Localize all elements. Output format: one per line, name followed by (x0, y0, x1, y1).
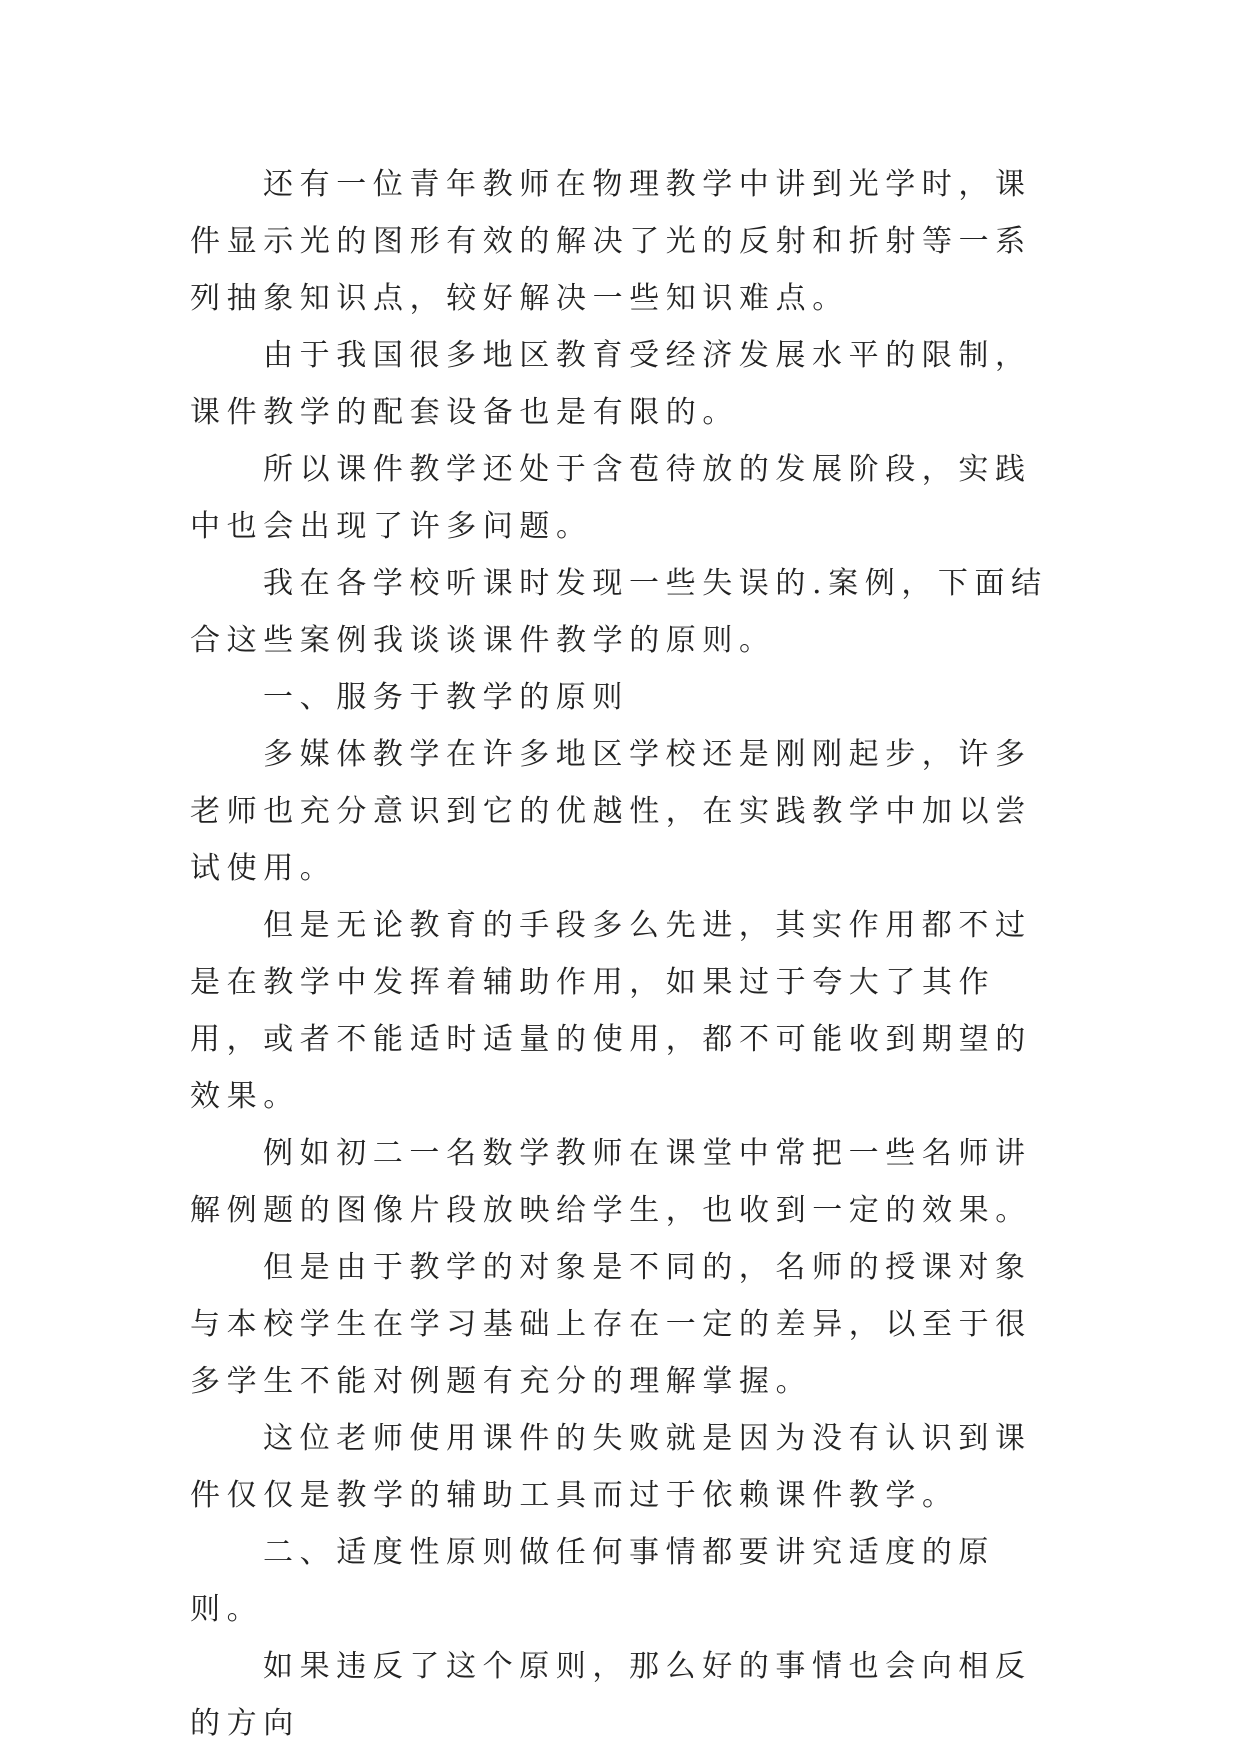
paragraph: 例如初二一名数学教师在课堂中常把一些名师讲解例题的图像片段放映给学生，也收到一定的效果。 (190, 1136, 1032, 1228)
section-heading: 二、适度性原则做任何事情都要讲究适度的原则。 (190, 1535, 995, 1627)
document-body (190, 156, 1054, 1752)
paragraph: 还有一位青年教师在物理教学中讲到光学时，课件显示光的图形有效的解决了光的反射和折射等一系列抽象知识点，较好解决一些知识难点。 (190, 167, 1032, 316)
paragraph: 我在各学校听课时发现一些失误的.案例，下面结合这些案例我谈谈课件教学的原则。 (190, 566, 1048, 658)
paragraph: 但是无论教育的手段多么先进，其实作用都不过是在教学中发挥着辅助作用，如果过于夸大了其作用，或者不能适时适量的使用，都不可能收到期望的效果。 (190, 908, 1032, 1114)
section-heading: 一、服务于教学的原则 (263, 680, 629, 715)
paragraph: 多媒体教学在许多地区学校还是刚刚起步，许多老师也充分意识到它的优越性，在实践教学中加以尝试使用。 (190, 737, 1032, 886)
paragraph: 这位老师使用课件的失败就是因为没有认识到课件仅仅是教学的辅助工具而过于依赖课件教学。 (190, 1421, 1032, 1513)
paragraph: 但是由于教学的对象是不同的，名师的授课对象与本校学生在学习基础上存在一定的差异，以至于很多学生不能对例题有充分的理解掌握。 (190, 1250, 1032, 1399)
paragraph: 如果违反了这个原则，那么好的事情也会向相反的方向 (190, 1649, 1032, 1741)
paragraph: 所以课件教学还处于含苞待放的发展阶段，实践中也会出现了许多问题。 (190, 452, 1032, 544)
paragraph: 由于我国很多地区教育受经济发展水平的限制，课件教学的配套设备也是有限的。 (190, 338, 1032, 430)
